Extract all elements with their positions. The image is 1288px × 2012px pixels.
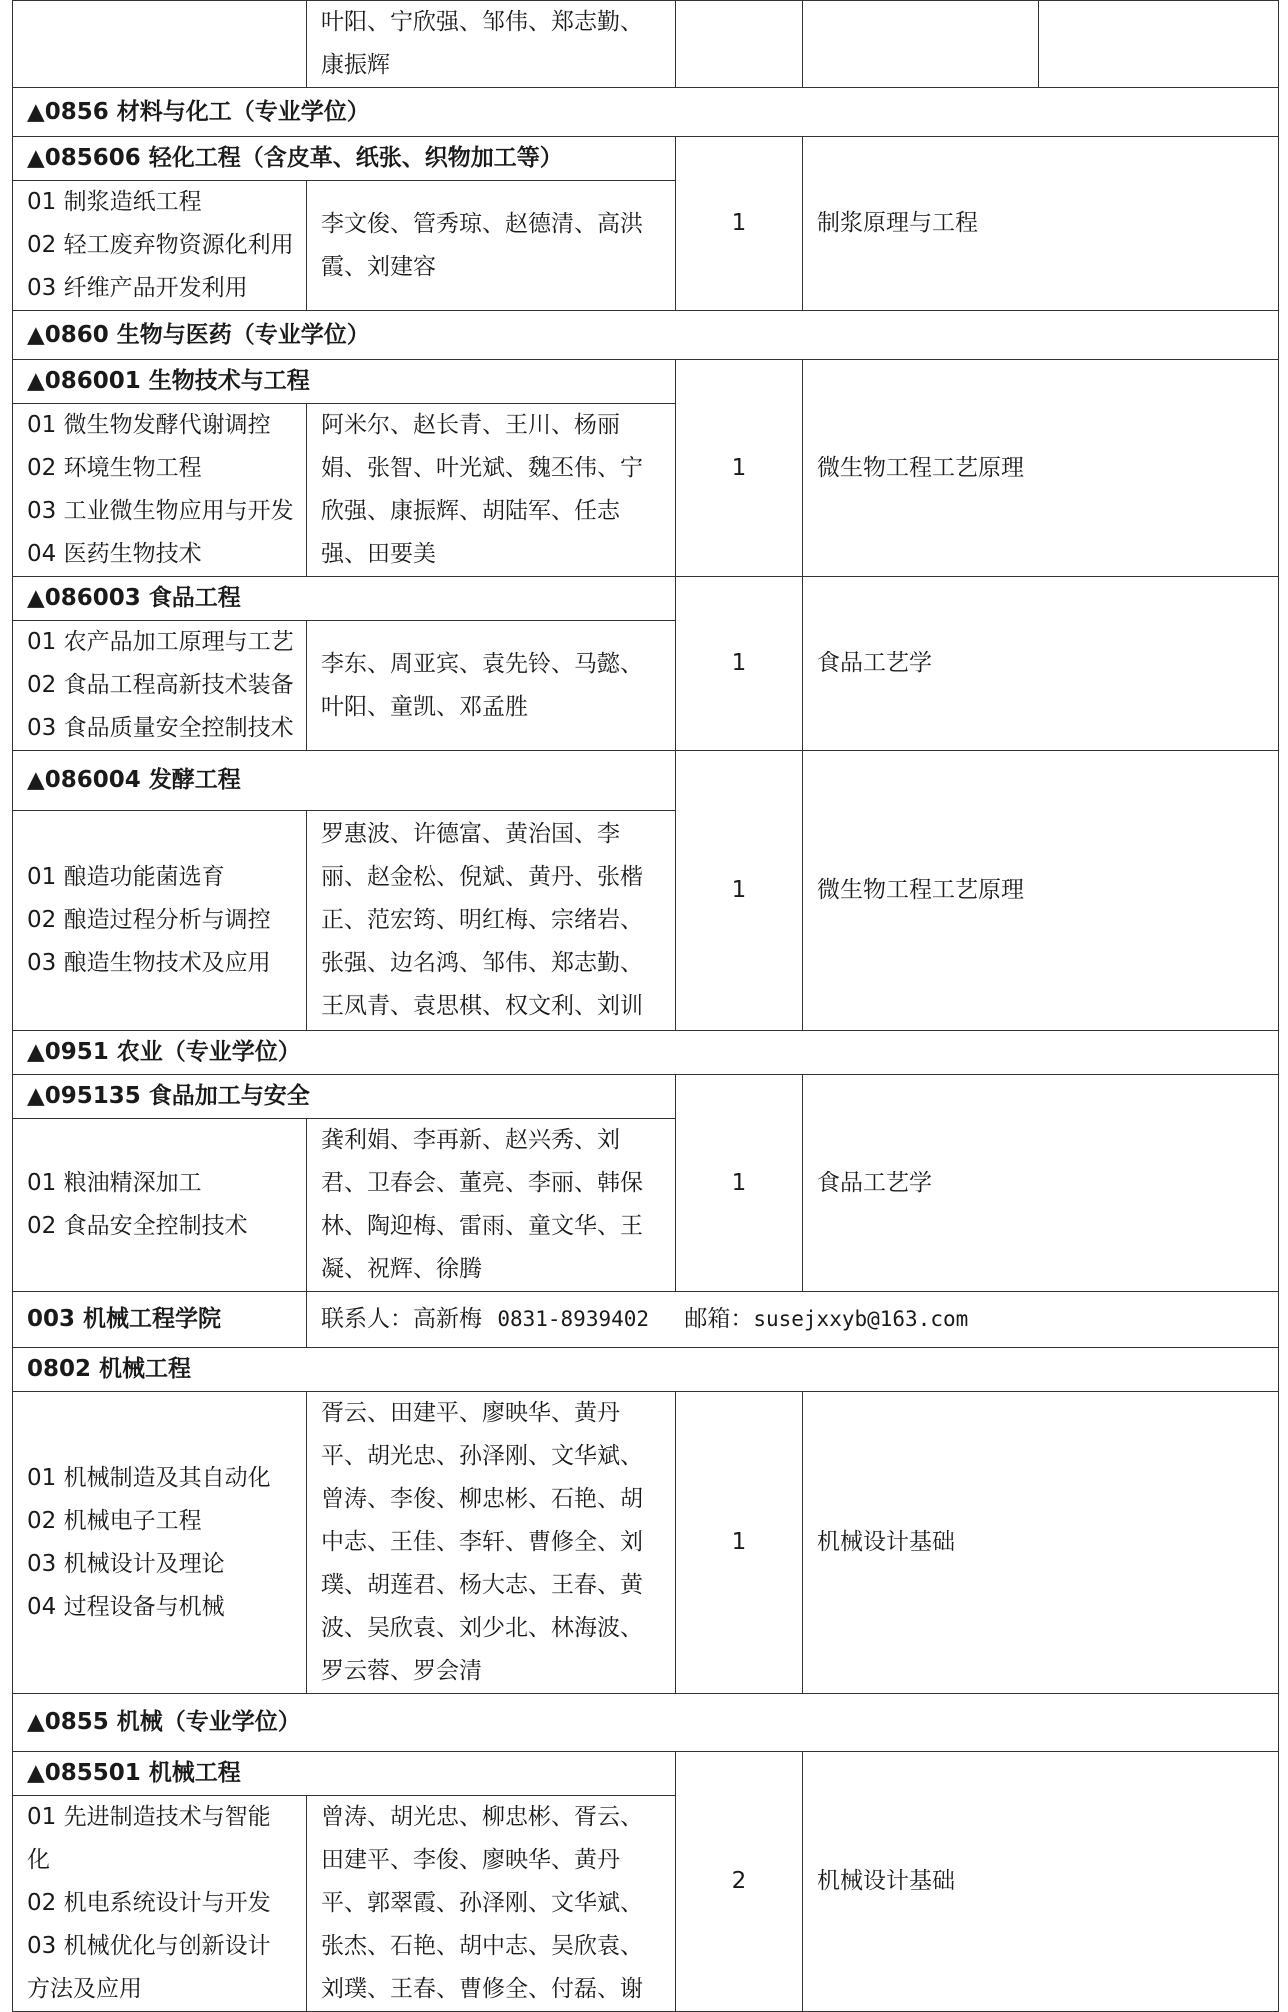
tutor-cell: 李东、周亚宾、袁先铃、马懿、叶阳、童凯、邓孟胜: [307, 621, 676, 751]
tutor-cell: 罗惠波、许德富、黄治国、李丽、赵金松、倪斌、黄丹、张楷正、范宏筠、明红梅、宗绪岩、张强、边名鸿、邹伟、郑志勤、王凤青、袁思棋、权文利、刘训: [307, 811, 676, 1031]
exam-subject: 制浆原理与工程: [803, 137, 1279, 311]
category-header: ▲0860 生物与医药（专业学位）: [13, 311, 1279, 360]
category-header: ▲0856 材料与化工（专业学位）: [13, 88, 1279, 137]
table-row: [13, 1, 1279, 88]
email-label: 邮箱：: [684, 1306, 754, 1332]
direction-item: 02 食品工程高新技术装备: [27, 672, 294, 698]
major-header: ▲086003 食品工程: [13, 577, 676, 621]
table-row: [13, 1752, 1279, 1796]
direction-item: 02 食品安全控制技术: [27, 1213, 248, 1239]
quota-count: 1: [676, 1392, 803, 1694]
major-header: ▲085606 轻化工程（含皮革、纸张、织物加工等）: [13, 137, 676, 181]
tutor-cell: 胥云、田建平、廖映华、黄丹平、胡光忠、孙泽刚、文华斌、曾涛、李俊、柳忠彬、石艳、胡中志、王佳、李轩、曹修全、刘璞、胡莲君、杨大志、王春、黄波、吴欣袁、刘少北、林海波、罗云蓉、罗会清: [307, 1392, 676, 1694]
direction-list: [13, 811, 307, 1031]
major-header: ▲095135 食品加工与安全: [13, 1075, 676, 1119]
tutor-cell: 阿米尔、赵长青、王川、杨丽娟、张智、叶光斌、魏丕伟、宁欣强、康振辉、胡陆军、任志强、田要美: [307, 404, 676, 577]
major-header: 0802 机械工程: [13, 1348, 1279, 1392]
quota-count: 1: [676, 360, 803, 577]
quota-count: 1: [676, 137, 803, 311]
tutor-cell: 龚利娟、李再新、赵兴秀、刘君、卫春会、董亮、李丽、韩保林、陶迎梅、雷雨、童文华、王凝、祝辉、徐腾: [307, 1119, 676, 1292]
direction-list: [13, 1119, 307, 1292]
direction-item: 02 机械电子工程: [27, 1507, 202, 1534]
contact-email: susejxxyb@163.com: [753, 1307, 969, 1331]
exam-subject: 微生物工程工艺原理: [803, 751, 1279, 1031]
direction-item: 01 微生物发酵代谢调控: [27, 412, 271, 438]
major-header: ▲085501 机械工程: [13, 1752, 676, 1796]
direction-item: 01 机械制造及其自动化: [27, 1464, 271, 1491]
college-name: 003 机械工程学院: [13, 1292, 307, 1348]
category-header: ▲0855 机械（专业学位）: [13, 1694, 1279, 1752]
direction-item: 02 机电系统设计与开发: [27, 1890, 271, 1916]
direction-item: 03 机械优化与创新设计方法及应用: [27, 1933, 271, 2002]
direction-item: 01 先进制造技术与智能化: [27, 1804, 271, 1873]
direction-item: 01 农产品加工原理与工艺: [27, 629, 294, 655]
direction-item: 04 医药生物技术: [27, 541, 202, 567]
quota-count: 2: [676, 1752, 803, 2012]
exam-subject: 食品工艺学: [803, 577, 1279, 751]
table-row: [13, 577, 1279, 621]
contact-person: 联系人：高新梅: [321, 1306, 482, 1332]
direction-item: 02 酿造过程分析与调控: [27, 907, 271, 933]
table-row: [13, 1031, 1279, 1075]
direction-item: 03 工业微生物应用与开发: [27, 498, 294, 524]
quota-count: 1: [676, 1075, 803, 1292]
exam-subject: 食品工艺学: [803, 1075, 1279, 1292]
direction-item: 03 酿造生物技术及应用: [27, 950, 271, 976]
table-row: [13, 1392, 1279, 1694]
exam-subject: 微生物工程工艺原理: [803, 360, 1279, 577]
direction-list: [13, 404, 307, 577]
direction-item: 03 纤维产品开发利用: [27, 275, 248, 301]
direction-list: [13, 621, 307, 751]
direction-item: 01 粮油精深加工: [27, 1170, 202, 1196]
major-header: ▲086004 发酵工程: [13, 751, 676, 811]
direction-item: 02 轻工废弃物资源化利用: [27, 232, 294, 258]
category-header: ▲0951 农业（专业学位）: [13, 1031, 1279, 1075]
exam-subject: 机械设计基础: [803, 1752, 1279, 2012]
direction-list: [13, 181, 307, 311]
quota-count: 1: [676, 577, 803, 751]
enrollment-table: [12, 0, 1279, 2012]
table-row: [13, 1075, 1279, 1119]
direction-item: 01 酿造功能菌选育: [27, 864, 225, 890]
direction-item: 04 过程设备与机械: [27, 1593, 225, 1620]
direction-item: 01 制浆造纸工程: [27, 189, 202, 215]
quota-count: 1: [676, 751, 803, 1031]
direction-item: 03 机械设计及理论: [27, 1550, 225, 1577]
table-row: [13, 88, 1279, 137]
table-row: [13, 311, 1279, 360]
table-row: [13, 751, 1279, 811]
direction-item: 02 环境生物工程: [27, 455, 202, 481]
contact-phone: 0831-8939402: [497, 1307, 650, 1331]
tutor-cell: 叶阳、宁欣强、邹伟、郑志勤、康振辉: [307, 1, 676, 88]
table-row: [13, 1694, 1279, 1752]
tutor-cell: 曾涛、胡光忠、柳忠彬、胥云、田建平、李俊、廖映华、黄丹平、郭翠霞、孙泽刚、文华斌、张杰、石艳、胡中志、吴欣袁、刘璞、王春、曹修全、付磊、谢: [307, 1796, 676, 2012]
table-row: [13, 137, 1279, 181]
table-row: [13, 1348, 1279, 1392]
direction-item: 03 食品质量安全控制技术: [27, 715, 294, 741]
major-header: ▲086001 生物技术与工程: [13, 360, 676, 404]
tutor-cell: 李文俊、管秀琼、赵德清、高洪霞、刘建容: [307, 181, 676, 311]
direction-list: [13, 1392, 307, 1694]
direction-list: [13, 1796, 307, 2012]
college-contact: [307, 1292, 1279, 1348]
exam-subject: 机械设计基础: [803, 1392, 1279, 1694]
table-row: [13, 1292, 1279, 1348]
table-row: [13, 360, 1279, 404]
